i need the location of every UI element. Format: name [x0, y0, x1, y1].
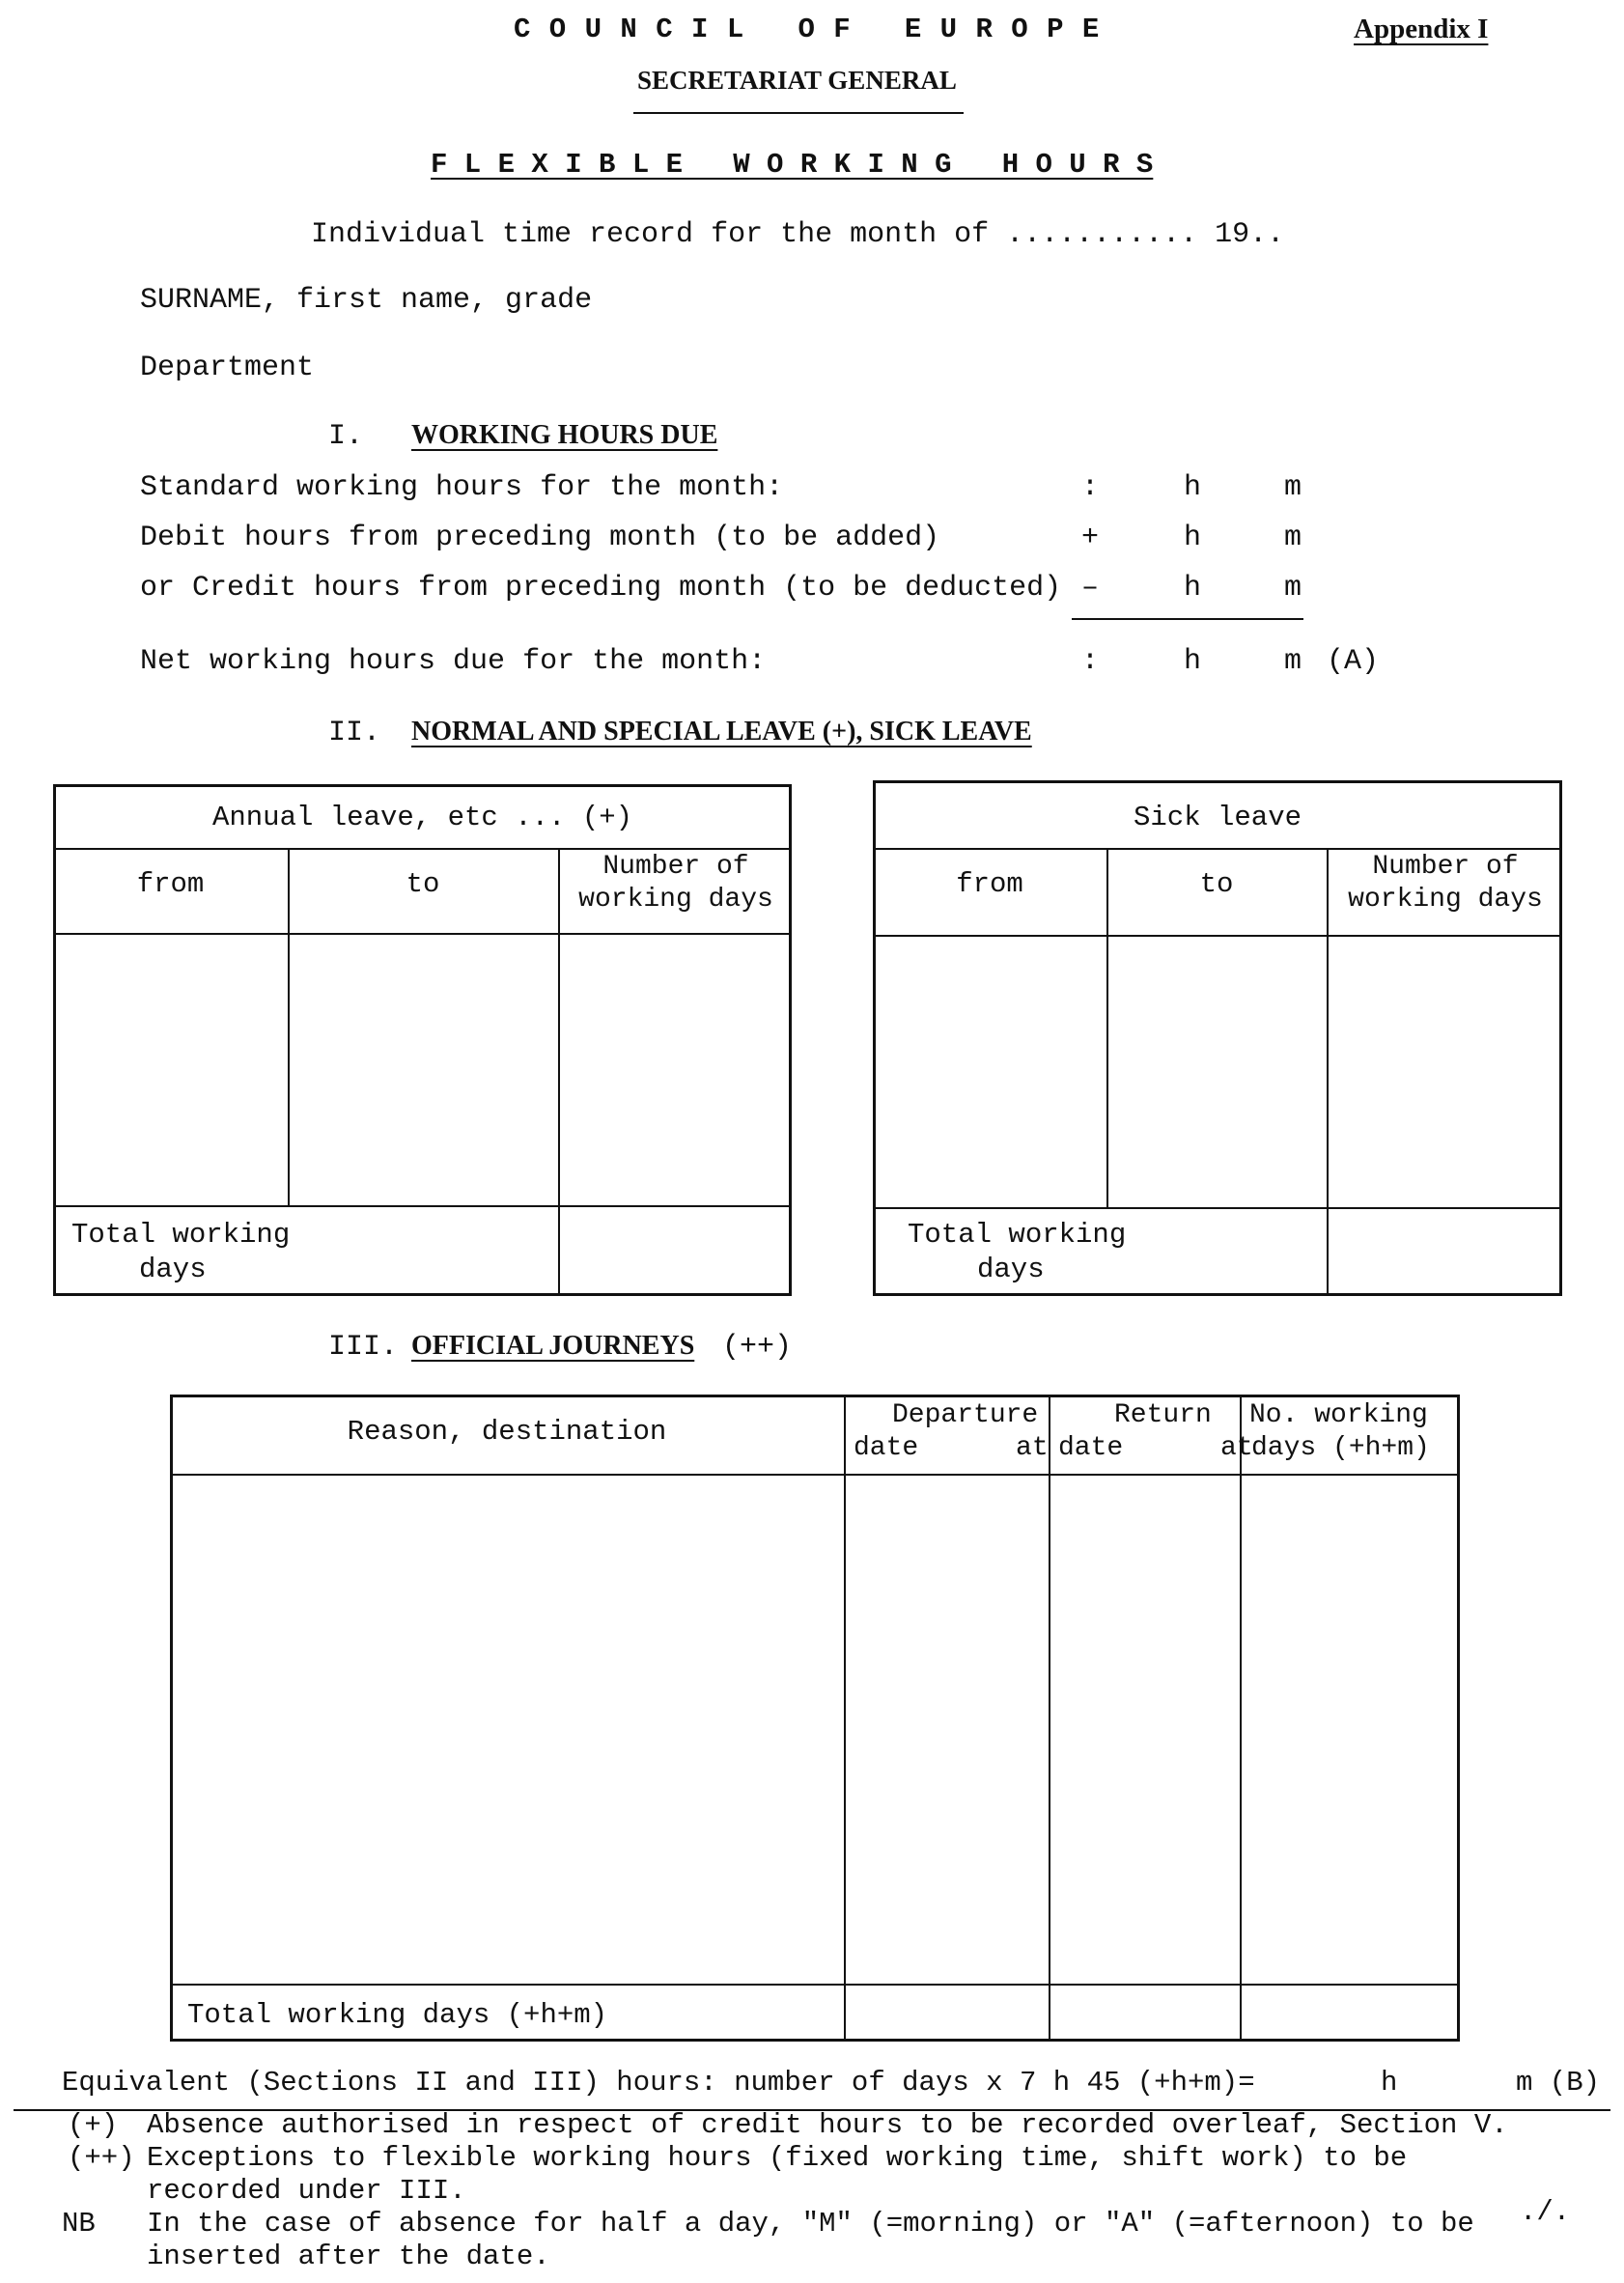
sick-col-divider-2	[1327, 848, 1329, 1296]
sick-col-to: to	[1199, 868, 1234, 900]
page-continue-mark: ./.	[1520, 2196, 1571, 2228]
net-hours-suffix: (A)	[1327, 645, 1380, 678]
sick-col-days-1: Number of	[1372, 852, 1519, 882]
journeys-col-divider-3	[1240, 1395, 1242, 2042]
standard-hours-label: Standard working hours for the month:	[140, 471, 784, 504]
appendix-label: Appendix I	[1354, 14, 1489, 44]
footnote-1-mark: (+)	[68, 2109, 119, 2141]
footnote-2-mark: (++)	[68, 2142, 135, 2174]
equivalent-hours-text: Equivalent (Sections II and III) hours: number of days x 7 h 45 (+h+m)=	[62, 2067, 1255, 2099]
equivalent-hours-h: h	[1381, 2067, 1398, 2099]
net-hours-label: Net working hours due for the month:	[140, 645, 767, 678]
journeys-col-return-sub: date at	[1058, 1433, 1253, 1463]
sick-col-days-2: working days	[1348, 885, 1543, 915]
form-title: F L E X I B L E W O R K I N G H O U R S	[431, 149, 1154, 181]
sum-line	[1072, 618, 1303, 620]
footnote-nb-cont: inserted after the date.	[147, 2241, 550, 2272]
journeys-col-divider-2	[1049, 1395, 1050, 2042]
section-1-title: WORKING HOURS DUE	[411, 420, 718, 450]
net-hours-m: m	[1284, 645, 1302, 678]
credit-hours-m: m	[1284, 572, 1302, 605]
annual-col-from: from	[136, 868, 205, 900]
section-3-title: OFFICIAL JOURNEYS	[411, 1331, 695, 1361]
journeys-col-return: Return	[1114, 1400, 1212, 1430]
section-2-number: II.	[328, 717, 381, 749]
standard-hours-sign: :	[1081, 471, 1100, 504]
journeys-col-departure-sub: date at	[854, 1433, 1049, 1463]
standard-hours-h: h	[1184, 471, 1202, 504]
debit-hours-h: h	[1184, 521, 1202, 554]
journeys-header-divider	[170, 1474, 1460, 1476]
net-hours-h: h	[1184, 645, 1202, 678]
surname-label: SURNAME, first name, grade	[140, 284, 593, 317]
journeys-col-reason: Reason, destination	[347, 1416, 667, 1448]
section-2-title: NORMAL AND SPECIAL LEAVE (+), SICK LEAVE	[411, 717, 1032, 747]
record-month-line: Individual time record for the month of ........... 19..	[311, 218, 1285, 251]
journeys-col-departure: Departure	[892, 1400, 1039, 1430]
annual-total-2: days	[139, 1254, 207, 1285]
department-label: Department	[140, 352, 315, 384]
section-1-number: I.	[328, 420, 364, 453]
debit-hours-label: Debit hours from preceding month (to be added)	[140, 521, 940, 554]
sick-total-divider	[873, 1207, 1562, 1209]
annual-col-to: to	[406, 868, 440, 900]
sick-total-1: Total working	[908, 1219, 1127, 1251]
sick-col-header-divider	[873, 935, 1562, 937]
standard-hours-m: m	[1284, 471, 1302, 504]
journeys-frame	[170, 1395, 1460, 2042]
annual-leave-title: Annual leave, etc ... (+)	[211, 802, 633, 833]
journeys-total-label: Total working days (+h+m)	[187, 1999, 608, 2031]
journeys-total-divider	[170, 1984, 1460, 1986]
annual-col-divider-2	[558, 848, 560, 1296]
annual-col-divider-1	[288, 848, 290, 1205]
debit-hours-sign: +	[1081, 521, 1100, 554]
section-3-title-suffix: (++)	[722, 1331, 793, 1364]
journeys-col-days-1: No. working	[1249, 1400, 1428, 1430]
debit-hours-m: m	[1284, 521, 1302, 554]
organisation-name: C O U N C I L O F E U R O P E	[514, 14, 1101, 45]
footnote-1-text: Absence authorised in respect of credit hours to be recorded overleaf, Section V.	[147, 2109, 1508, 2141]
sick-col-from: from	[956, 868, 1023, 900]
footnote-nb-mark: NB	[62, 2208, 96, 2240]
secretariat-label: SECRETARIAT GENERAL	[637, 66, 957, 95]
footnote-2-text: Exceptions to flexible working hours (fixed working time, shift work) to be	[147, 2142, 1408, 2174]
credit-hours-sign: –	[1081, 572, 1100, 605]
footnote-2-cont: recorded under III.	[147, 2175, 466, 2207]
section-3-number: III.	[328, 1331, 399, 1364]
credit-hours-label: or Credit hours from preceding month (to be deducted)	[140, 572, 1062, 605]
net-hours-sign: :	[1081, 645, 1100, 678]
sick-total-2: days	[977, 1254, 1045, 1285]
annual-total-divider	[53, 1205, 792, 1207]
equivalent-hours-m: m (B)	[1516, 2067, 1601, 2099]
annual-col-days-1: Number of	[602, 852, 749, 882]
footnote-nb-text: In the case of absence for half a day, "M" (=morning) or "A" (=afternoon) to be	[147, 2208, 1474, 2240]
sick-header-divider	[873, 848, 1562, 850]
annual-header-divider	[53, 848, 792, 850]
journeys-col-divider-1	[844, 1395, 846, 2042]
annual-col-days-2: working days	[578, 885, 773, 915]
journeys-col-days-2: days (+h+m)	[1251, 1433, 1430, 1463]
sick-leave-title: Sick leave	[1133, 802, 1302, 833]
annual-col-header-divider	[53, 933, 792, 935]
annual-total-1: Total working	[71, 1219, 291, 1251]
sick-col-divider-1	[1106, 848, 1108, 1207]
secretariat-underline	[633, 112, 964, 114]
credit-hours-h: h	[1184, 572, 1202, 605]
